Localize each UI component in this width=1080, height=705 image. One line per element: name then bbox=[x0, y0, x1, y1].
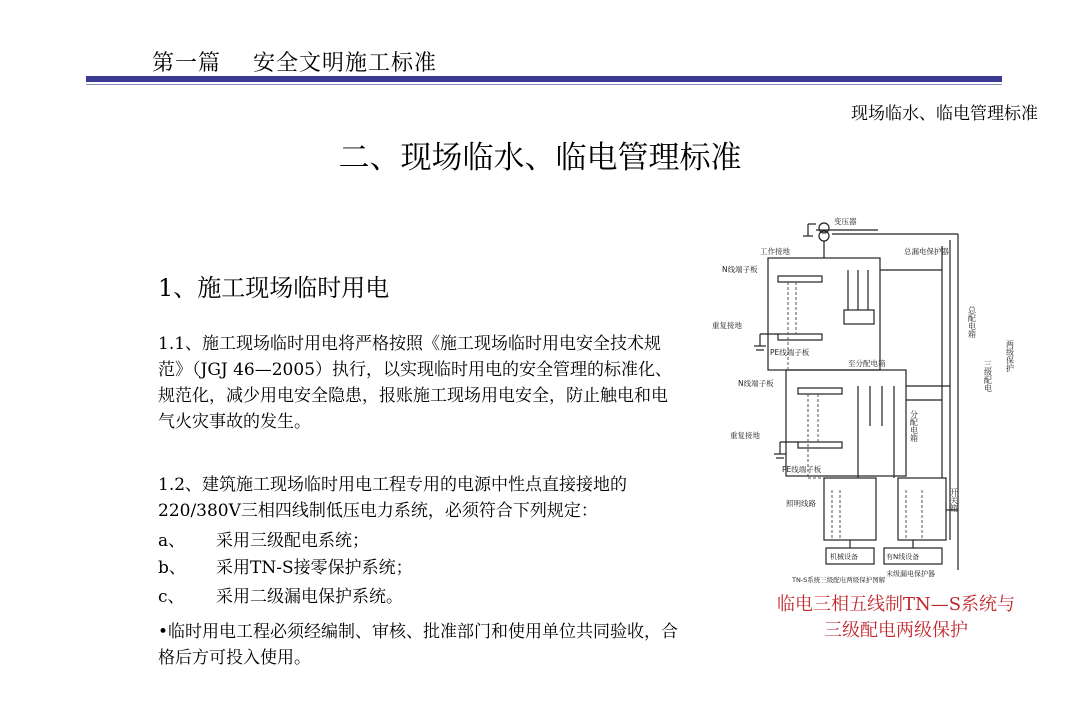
label-with-n: 有N线设备 bbox=[886, 553, 920, 561]
label-three-level: 三级配电 bbox=[983, 360, 993, 392]
diagram-caption-line-1: 临电三相五线制TN—S系统与 bbox=[776, 594, 1016, 615]
label-pe-terminal-1: PE线端子板 bbox=[770, 348, 810, 357]
list-marker: c、 bbox=[158, 587, 185, 607]
label-machine: 机械设备 bbox=[830, 553, 858, 561]
list-marker: b、 bbox=[158, 558, 186, 578]
label-sub-dist-box: 至分配电箱 bbox=[848, 359, 886, 368]
label-work-ground: 工作接地 bbox=[760, 247, 790, 256]
diagram-caption bbox=[760, 592, 1032, 644]
pe-terminal-bar bbox=[778, 334, 822, 340]
list-item bbox=[158, 528, 369, 554]
label-switch-box: 开关箱 bbox=[949, 488, 959, 512]
label-end-rcd: 末级漏电保护器 bbox=[886, 570, 935, 578]
label-transformer: 变压器 bbox=[834, 217, 857, 226]
bullet-note: •临时用电工程必须经编制、审核、批准部门和使用单位共同验收，合格后方可投入使用。 bbox=[158, 622, 679, 668]
tn-s-wiring-diagram bbox=[708, 210, 1040, 585]
chapter-title: 第一篇 安全文明施工标准 bbox=[152, 51, 437, 76]
page-title: 二、现场临水、临电管理标准 bbox=[338, 140, 742, 176]
label-caption-small: TN-S系统三级配电两级保护图解 bbox=[792, 576, 886, 584]
main-rcd-symbol bbox=[844, 310, 874, 324]
label-main-rcd: 总漏电保护器 bbox=[904, 247, 949, 256]
section-heading: 1、施工现场临时用电 bbox=[158, 274, 390, 302]
list-marker: a、 bbox=[158, 531, 186, 551]
list-text: 采用二级漏电保护系统。 bbox=[216, 587, 403, 607]
n-terminal-bar bbox=[798, 388, 842, 394]
paragraph-1-1: 1.1、施工现场临时用电将严格按照《施工现场临时用电安全技术规范》（JGJ 46—2005）执行，以实现临时用电的安全管理的标准化、规范化，减少用电安全隐患，报账施工现场用电安全，防止触电和电气火灾事故的发生。 bbox=[158, 334, 673, 432]
list-text: 采用TN-S接零保护系统； bbox=[216, 558, 413, 578]
header-rule bbox=[86, 76, 1002, 82]
header-rule-thin bbox=[86, 84, 1002, 85]
list-item bbox=[158, 584, 403, 610]
label-n-terminal-1: N线端子板 bbox=[722, 265, 758, 274]
label-two-level: 两级保护 bbox=[1005, 340, 1015, 372]
list-item bbox=[158, 555, 413, 581]
label-sub-dist: 分配电箱 bbox=[909, 410, 919, 442]
label-pe-terminal-2: PE线端子板 bbox=[782, 465, 822, 474]
pe-terminal-bar bbox=[798, 442, 842, 448]
header-right-label: 现场临水、临电管理标准 bbox=[851, 104, 1038, 124]
diagram-caption-line-2: 三级配电两级保护 bbox=[824, 620, 968, 641]
n-terminal-bar bbox=[778, 276, 822, 282]
label-main-dist: 总配电箱 bbox=[967, 306, 977, 338]
paragraph-1-2: 1.2、建筑施工现场临时用电工程专用的电源中性点直接接地的220/380V三相四线制低压电力系统，必须符合下列规定： bbox=[158, 475, 628, 521]
label-rep-ground-1: 重复接地 bbox=[712, 321, 742, 330]
label-rep-ground-2: 重复接地 bbox=[730, 431, 760, 440]
list-text: 采用三级配电系统； bbox=[216, 531, 369, 551]
label-lighting: 照明线路 bbox=[786, 499, 816, 508]
label-n-terminal-2: N线端子板 bbox=[738, 379, 774, 388]
sub-dist-box bbox=[786, 370, 906, 476]
